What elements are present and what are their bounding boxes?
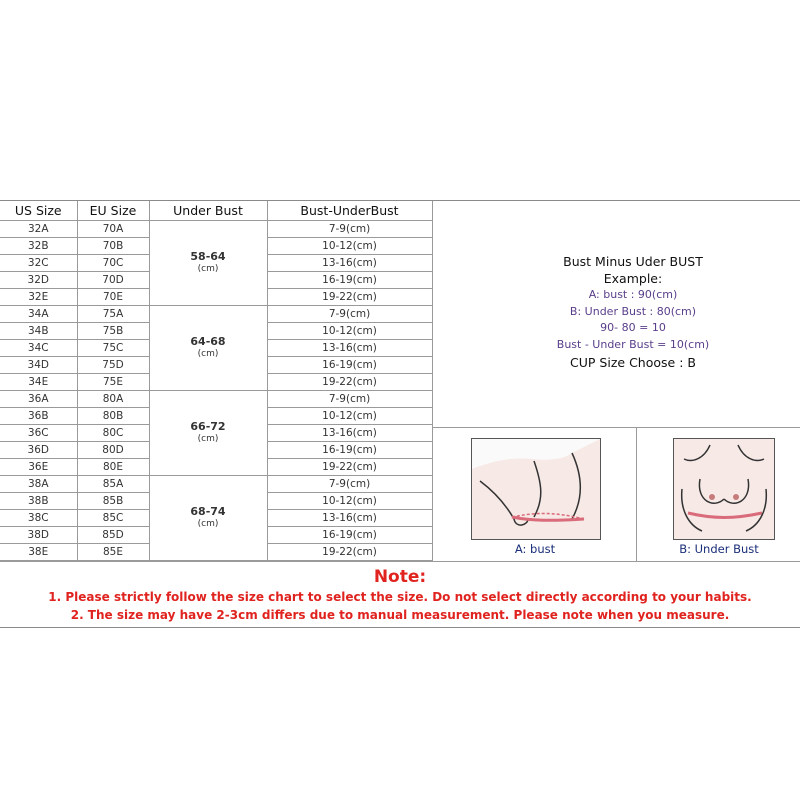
bust-diff-cell: 13-16(cm) (267, 425, 432, 442)
under-bust-range: 58-64 (190, 250, 226, 263)
example-title: Bust Minus Uder BUST (563, 254, 703, 269)
example-line-result: Bust - Under Bust = 10(cm) (556, 337, 710, 351)
us-size-cell: 32D (0, 272, 77, 289)
us-size-cell: 32B (0, 238, 77, 255)
table-row (0, 306, 432, 323)
note-line-2: 2. The size may have 2-3cm differs due to manual measurement. Please note when you measure. (70, 608, 730, 622)
us-size-cell: 36C (0, 425, 77, 442)
bust-diff-cell: 10-12(cm) (267, 493, 432, 510)
table-body (0, 221, 432, 561)
us-size-cell: 32E (0, 289, 77, 306)
under-bust-measure-image (673, 438, 775, 540)
eu-size-cell: 70D (77, 272, 149, 289)
us-size-cell: 32A (0, 221, 77, 238)
us-size-cell: 34D (0, 357, 77, 374)
bust-diff-cell: 13-16(cm) (267, 340, 432, 357)
us-size-cell: 36B (0, 408, 77, 425)
us-size-cell: 38C (0, 510, 77, 527)
eu-size-cell: 80D (77, 442, 149, 459)
bust-diff-cell: 7-9(cm) (267, 391, 432, 408)
example-panel (433, 253, 800, 372)
under-bust-range: 64-68 (190, 335, 226, 348)
eu-size-cell: 85E (77, 544, 149, 561)
under-bust-unit: (cm) (197, 519, 219, 529)
example-heading: Example: (603, 271, 663, 286)
under-bust-range: 66-72 (190, 420, 226, 433)
eu-size-cell: 75B (77, 323, 149, 340)
eu-size-cell: 75A (77, 306, 149, 323)
header-eu-size: EU Size (77, 201, 149, 221)
bust-diff-cell: 7-9(cm) (267, 306, 432, 323)
bust-caption: A: bust (514, 542, 556, 556)
size-table (0, 201, 433, 561)
bust-diff-cell: 19-22(cm) (267, 459, 432, 476)
under-bust-unit: (cm) (197, 264, 219, 274)
eu-size-cell: 80B (77, 408, 149, 425)
bust-diff-cell: 16-19(cm) (267, 442, 432, 459)
eu-size-cell: 70E (77, 289, 149, 306)
table-row (0, 221, 432, 238)
under-bust-cell (149, 476, 267, 561)
us-size-cell: 38A (0, 476, 77, 493)
bust-diff-cell: 13-16(cm) (267, 255, 432, 272)
bust-measure-image (471, 438, 601, 540)
header-us-size: US Size (0, 201, 77, 221)
example-conclusion: CUP Size Choose : B (570, 355, 696, 370)
header-under-bust: Under Bust (149, 201, 267, 221)
eu-size-cell: 80E (77, 459, 149, 476)
us-size-cell: 34B (0, 323, 77, 340)
table-row (0, 391, 432, 408)
eu-size-cell: 85B (77, 493, 149, 510)
bust-diff-cell: 16-19(cm) (267, 357, 432, 374)
eu-size-cell: 70B (77, 238, 149, 255)
example-line-calc: 90- 80 = 10 (600, 321, 666, 334)
bust-diff-cell: 16-19(cm) (267, 527, 432, 544)
example-line-b: B: Under Bust : 80(cm) (569, 304, 697, 318)
us-size-cell: 34A (0, 306, 77, 323)
bust-diff-cell: 19-22(cm) (267, 374, 432, 391)
size-chart (0, 200, 800, 628)
bust-diff-cell: 13-16(cm) (267, 510, 432, 527)
under-bust-measure-panel (636, 427, 800, 562)
us-size-cell: 38D (0, 527, 77, 544)
header-bust-underbust: Bust-UnderBust (267, 201, 432, 221)
eu-size-cell: 70C (77, 255, 149, 272)
us-size-cell: 34E (0, 374, 77, 391)
eu-size-cell: 75C (77, 340, 149, 357)
eu-size-cell: 80A (77, 391, 149, 408)
bust-diff-cell: 7-9(cm) (267, 476, 432, 493)
table-header-row (0, 201, 432, 221)
eu-size-cell: 85C (77, 510, 149, 527)
eu-size-cell: 80C (77, 425, 149, 442)
bust-diff-cell: 16-19(cm) (267, 272, 432, 289)
bust-diff-cell: 10-12(cm) (267, 408, 432, 425)
bust-measure-panel (432, 427, 637, 562)
example-line-a: A: bust : 90(cm) (588, 288, 678, 301)
eu-size-cell: 85A (77, 476, 149, 493)
under-bust-cell (149, 391, 267, 476)
note-title: Note: (373, 567, 427, 587)
us-size-cell: 38B (0, 493, 77, 510)
under-bust-cell (149, 221, 267, 306)
eu-size-cell: 75E (77, 374, 149, 391)
us-size-cell: 36A (0, 391, 77, 408)
table-row (0, 476, 432, 493)
bust-diff-cell: 19-22(cm) (267, 544, 432, 561)
note-section (0, 561, 800, 628)
eu-size-cell: 70A (77, 221, 149, 238)
under-bust-unit: (cm) (197, 434, 219, 444)
under-bust-cell (149, 306, 267, 391)
under-bust-caption: B: Under Bust (679, 542, 759, 556)
under-bust-unit: (cm) (197, 349, 219, 359)
under-bust-range: 68-74 (190, 505, 226, 518)
us-size-cell: 36D (0, 442, 77, 459)
bust-diff-cell: 19-22(cm) (267, 289, 432, 306)
bust-diff-cell: 7-9(cm) (267, 221, 432, 238)
us-size-cell: 34C (0, 340, 77, 357)
bust-diff-cell: 10-12(cm) (267, 238, 432, 255)
us-size-cell: 32C (0, 255, 77, 272)
us-size-cell: 38E (0, 544, 77, 561)
eu-size-cell: 85D (77, 527, 149, 544)
us-size-cell: 36E (0, 459, 77, 476)
bust-diff-cell: 10-12(cm) (267, 323, 432, 340)
note-line-1: 1. Please strictly follow the size chart to select the size. Do not select directly according to your habits. (48, 590, 752, 604)
eu-size-cell: 75D (77, 357, 149, 374)
